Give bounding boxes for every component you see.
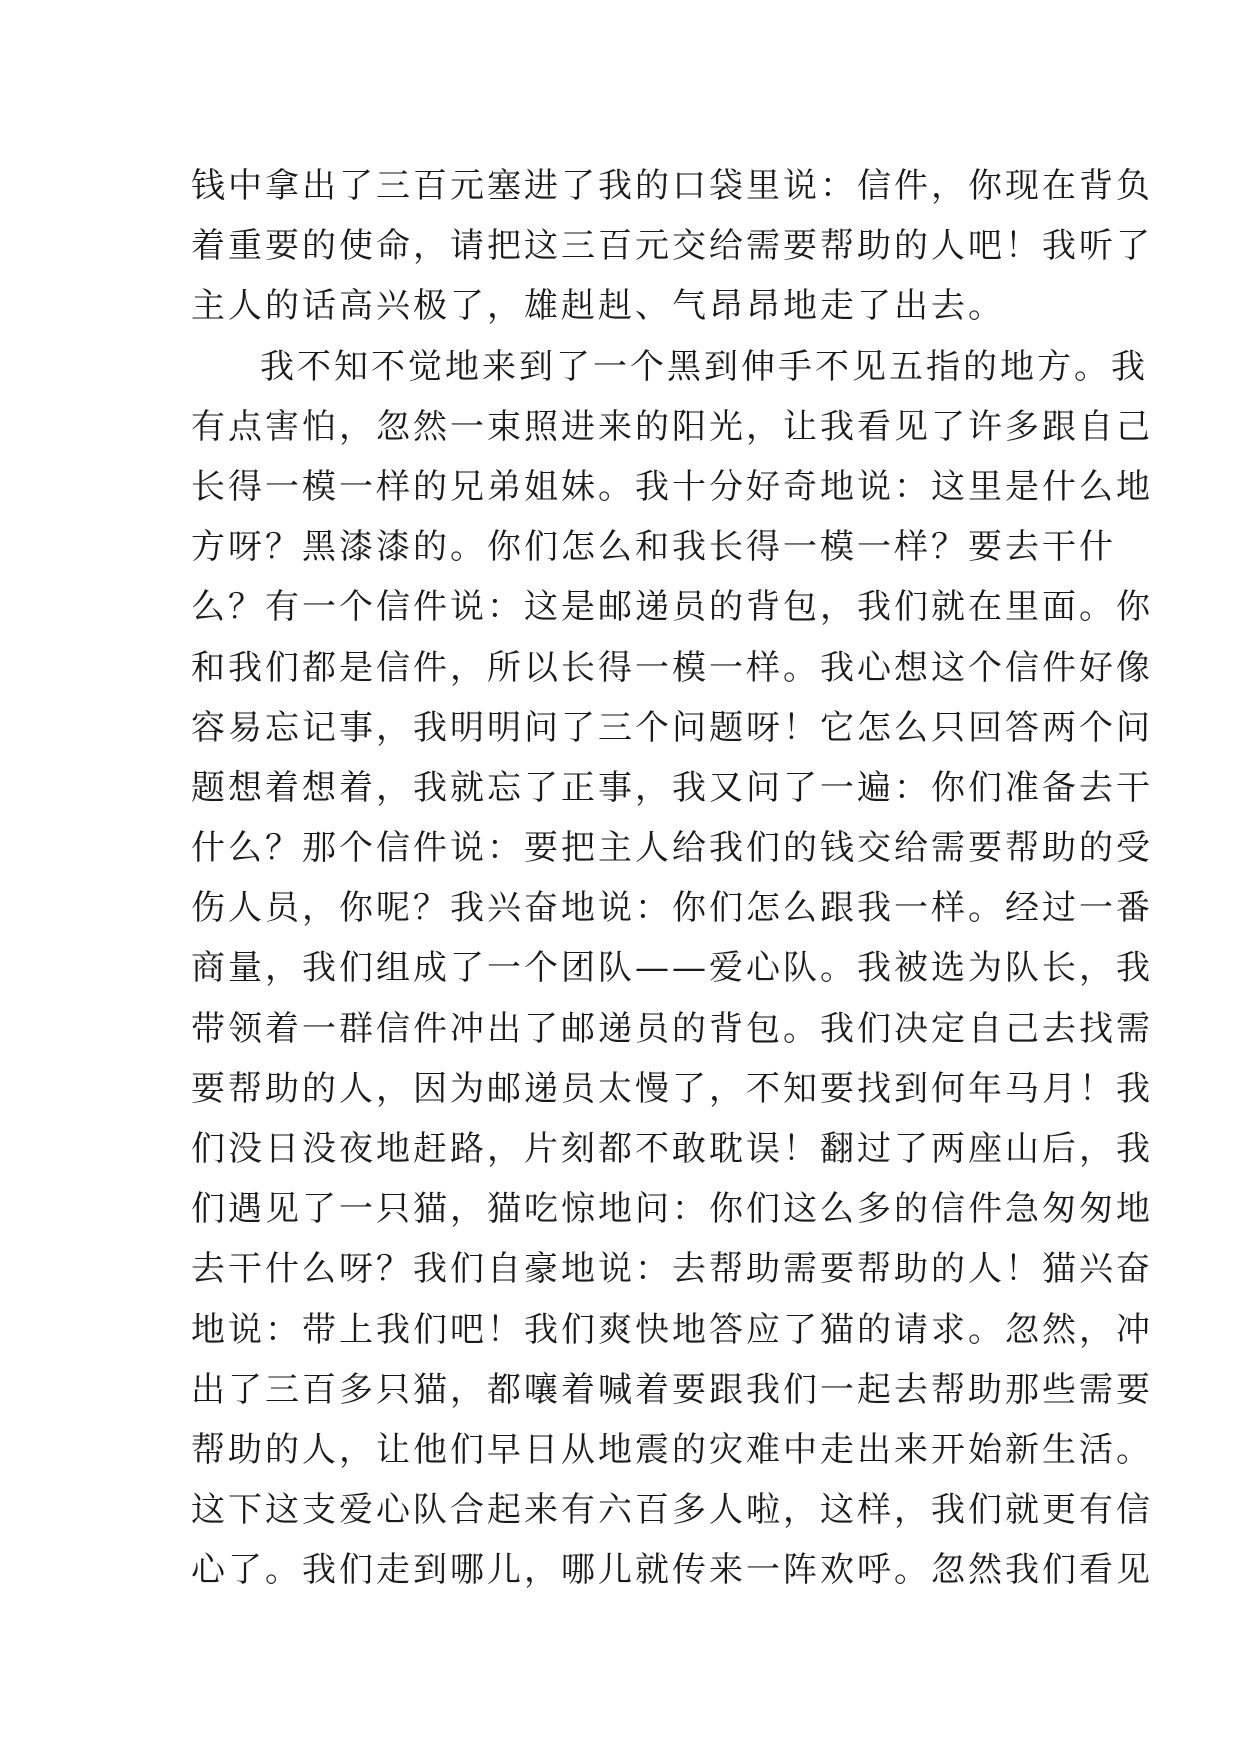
text-line: 钱中拿出了三百元塞进了我的口袋里说：信件，你现在背负 bbox=[191, 166, 1153, 206]
text-line: 和我们都是信件，所以长得一模一样。我心想这个信件好像 bbox=[191, 647, 1153, 688]
text-line: 题想着想着，我就忘了正事，我又问了一遍：你们准备去干 bbox=[191, 767, 1153, 808]
text-line: 商量，我们组成了一个团队——爱心队。我被选为队长，我 bbox=[191, 948, 1153, 989]
text-line: 长得一模一样的兄弟姐妹。我十分好奇地说：这里是什么地 bbox=[191, 466, 1153, 507]
text-line: 什么？那个信件说：要把主人给我们的钱交给需要帮助的受 bbox=[191, 828, 1153, 869]
text-line: 伤人员，你呢？我兴奋地说：你们怎么跟我一样。经过一番 bbox=[191, 888, 1153, 929]
text-line: 么？有一个信件说：这是邮递员的背包，我们就在里面。你 bbox=[191, 587, 1153, 628]
text-line: 着重要的使命，请把这三百元交给需要帮助的人吧！我听了 bbox=[191, 226, 1153, 267]
text-line: 这下这支爱心队合起来有六百多人啦，这样，我们就更有信 bbox=[191, 1490, 1153, 1531]
paragraph-first-line: 我不知不觉地来到了一个黑到伸手不见五指的地方。我 bbox=[260, 346, 1148, 387]
text-line: 有点害怕，忽然一束照进来的阳光，让我看见了许多跟自己 bbox=[191, 406, 1153, 447]
text-line: 主人的话高兴极了，雄赳赳、气昂昂地走了出去。 bbox=[191, 286, 1005, 327]
text-line: 心了。我们走到哪儿，哪儿就传来一阵欢呼。忽然我们看见 bbox=[191, 1550, 1153, 1591]
text-line: 地说：带上我们吧！我们爽快地答应了猫的请求。忽然，冲 bbox=[191, 1309, 1153, 1350]
text-line: 带领着一群信件冲出了邮递员的背包。我们决定自己去找需 bbox=[191, 1008, 1153, 1049]
text-line: 们没日没夜地赶路，片刻都不敢耽误！翻过了两座山后，我 bbox=[191, 1129, 1153, 1169]
text-line: 要帮助的人，因为邮递员太慢了，不知要找到何年马月！我 bbox=[191, 1068, 1153, 1109]
text-line: 帮助的人，让他们早日从地震的灾难中走出来开始新生活。 bbox=[191, 1429, 1153, 1470]
body-text bbox=[191, 156, 1153, 1601]
text-line: 容易忘记事，我明明问了三个问题呀！它怎么只回答两个问 bbox=[191, 707, 1153, 748]
text-line: 出了三百多只猫，都嚷着喊着要跟我们一起去帮助那些需要 bbox=[191, 1369, 1153, 1410]
text-line: 们遇见了一只猫，猫吃惊地问：你们这么多的信件急匆匆地 bbox=[191, 1189, 1153, 1230]
text-line: 方呀？黑漆漆的。你们怎么和我长得一模一样？要去干什 bbox=[191, 527, 1116, 568]
text-line: 去干什么呀？我们自豪地说：去帮助需要帮助的人！猫兴奋 bbox=[191, 1249, 1153, 1290]
